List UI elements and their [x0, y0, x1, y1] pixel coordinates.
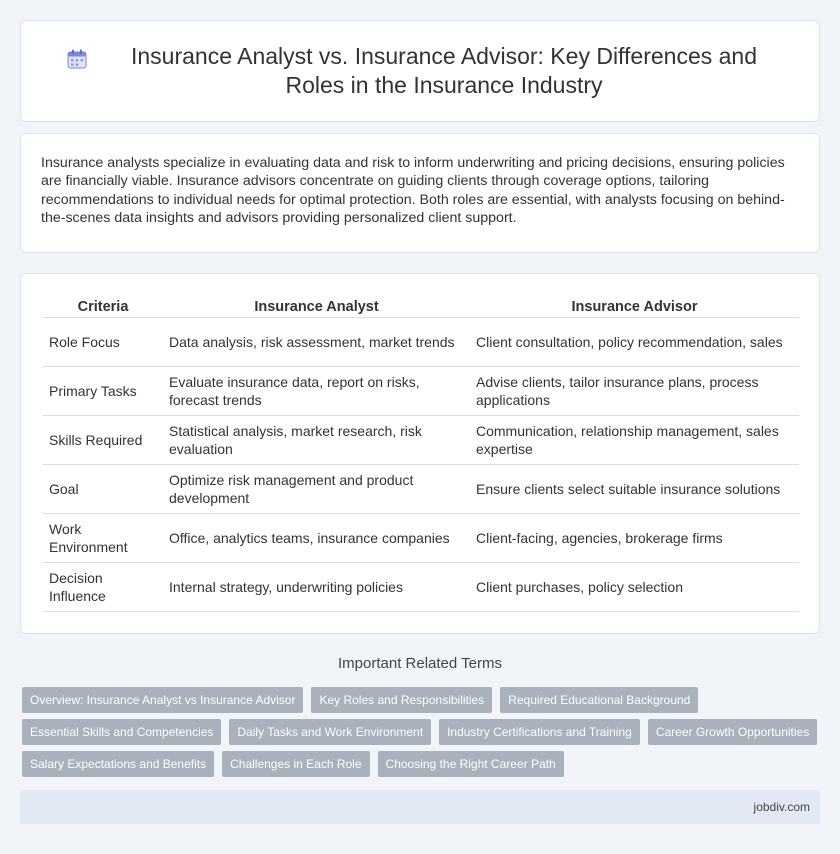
analyst-cell: Evaluate insurance data, report on risks, forecast trends	[163, 367, 470, 416]
related-term-tag[interactable]: Key Roles and Responsibilities	[311, 687, 492, 713]
table-header-row	[43, 294, 799, 318]
related-terms-list	[22, 687, 822, 783]
footer	[20, 790, 820, 824]
related-term-tag[interactable]: Choosing the Right Career Path	[378, 751, 564, 777]
analyst-cell: Data analysis, risk assessment, market trends	[163, 318, 470, 367]
column-header-criteria: Criteria	[43, 294, 163, 318]
comparison-table	[43, 294, 799, 612]
related-term-tag[interactable]: Salary Expectations and Benefits	[22, 751, 214, 777]
intro-card	[20, 133, 820, 253]
intro-paragraph: Insurance analysts specialize in evaluating data and risk to inform underwriting and pricing decisions, ensuring policies are financially viable. Insurance advisors concentrate on guiding clients through coverage options, tailoring recommendations to individual needs for optimal protection. Both roles are essential, with analysts focusing on behind-the-scenes data insights and advisors providing personalized client support.	[41, 155, 785, 226]
related-term-tag[interactable]: Daily Tasks and Work Environment	[229, 719, 431, 745]
criteria-cell: Role Focus	[43, 318, 163, 367]
criteria-cell: Decision Influence	[43, 563, 163, 612]
page-title: Insurance Analyst vs. Insurance Advisor: Key Differences and Roles in the Insurance Industry	[130, 43, 758, 98]
table-row	[43, 514, 799, 563]
related-term-tag[interactable]: Overview: Insurance Analyst vs Insurance Advisor	[22, 687, 303, 713]
advisor-cell: Client purchases, policy selection	[470, 563, 799, 612]
related-term-tag[interactable]: Career Growth Opportunities	[648, 719, 817, 745]
related-term-tag[interactable]: Industry Certifications and Training	[439, 719, 640, 745]
calendar-icon	[66, 48, 88, 70]
related-term-tag[interactable]: Essential Skills and Competencies	[22, 719, 221, 745]
table-row	[43, 416, 799, 465]
advisor-cell: Client-facing, agencies, brokerage firms	[470, 514, 799, 563]
column-header-advisor: Insurance Advisor	[470, 294, 799, 318]
table-row	[43, 318, 799, 367]
table-row	[43, 367, 799, 416]
footer-site-link[interactable]: jobdiv.com	[753, 800, 810, 814]
header-card	[20, 20, 820, 122]
advisor-cell: Communication, relationship management, sales expertise	[470, 416, 799, 465]
analyst-cell: Internal strategy, underwriting policies	[163, 563, 470, 612]
advisor-cell: Client consultation, policy recommendation, sales	[470, 318, 799, 367]
table-row	[43, 465, 799, 514]
related-terms-heading: Important Related Terms	[338, 655, 502, 672]
criteria-cell: Primary Tasks	[43, 367, 163, 416]
criteria-cell: Skills Required	[43, 416, 163, 465]
related-term-tag[interactable]: Challenges in Each Role	[222, 751, 369, 777]
criteria-cell: Goal	[43, 465, 163, 514]
analyst-cell: Optimize risk management and product development	[163, 465, 470, 514]
advisor-cell: Ensure clients select suitable insurance solutions	[470, 465, 799, 514]
analyst-cell: Statistical analysis, market research, risk evaluation	[163, 416, 470, 465]
advisor-cell: Advise clients, tailor insurance plans, process applications	[470, 367, 799, 416]
table-row	[43, 563, 799, 612]
column-header-analyst: Insurance Analyst	[163, 294, 470, 318]
criteria-cell: Work Environment	[43, 514, 163, 563]
comparison-table-card	[20, 273, 820, 634]
analyst-cell: Office, analytics teams, insurance companies	[163, 514, 470, 563]
related-term-tag[interactable]: Required Educational Background	[500, 687, 698, 713]
